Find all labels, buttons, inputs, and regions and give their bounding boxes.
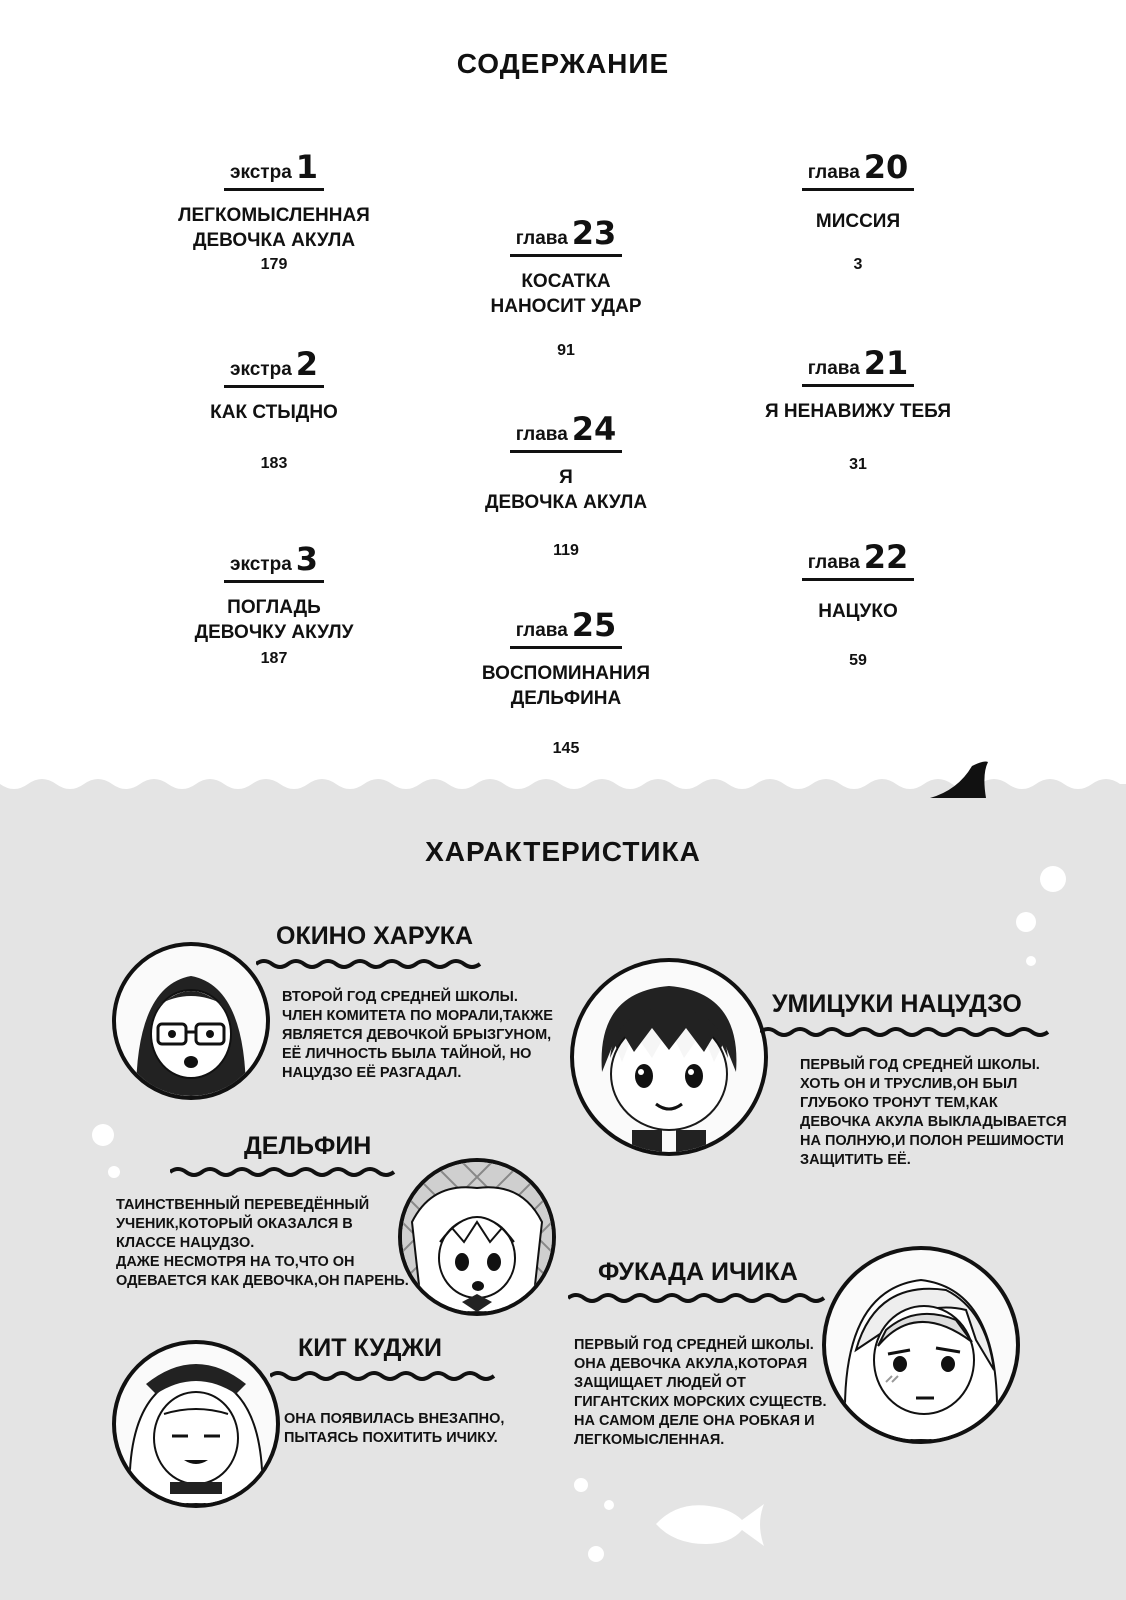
character-name: ФУКАДА ИЧИКА xyxy=(598,1258,798,1286)
entry-page: 187 xyxy=(260,650,288,667)
entry-kind: глава xyxy=(807,552,860,573)
entry-kind: глава xyxy=(807,358,860,379)
character-description: ПЕРВЫЙ ГОД СРЕДНЕЙ ШКОЛЫ. ХОТЬ ОН И ТРУСЛИВ,ОН БЫЛ ГЛУБОКО ТРОНУТ ТЕМ,КАК ДЕВОЧКА АКУЛА ВЫКЛАДЫВАЕТСЯ НА ПОЛНУЮ,И ПОЛОН РЕШИМОСТИ ЗАЩИТИТЬ ЕЁ. xyxy=(800,1057,1067,1168)
entry-page: 179 xyxy=(260,256,288,273)
entry-title: НАЦУКО xyxy=(818,601,898,622)
entry-kind: глава xyxy=(515,424,568,445)
wavy-underline xyxy=(256,958,486,970)
character-name: ДЕЛЬФИН xyxy=(244,1132,372,1160)
toc-entry-chapter-24[interactable] xyxy=(436,410,696,559)
entry-title: Я ДЕВОЧКА АКУЛА xyxy=(484,467,648,513)
entry-title: Я НЕНАВИЖУ ТЕБЯ xyxy=(764,401,951,422)
entry-number: 2 xyxy=(295,345,319,383)
entry-page: 119 xyxy=(553,542,579,559)
wavy-underline xyxy=(568,1292,826,1304)
bubble-icon xyxy=(92,1124,114,1146)
entry-kind: глава xyxy=(515,620,568,641)
entry-number: 21 xyxy=(863,344,909,382)
bubble-icon xyxy=(1026,956,1036,966)
entry-number: 3 xyxy=(295,540,319,578)
entry-page: 3 xyxy=(853,256,863,273)
toc-entry-chapter-25[interactable] xyxy=(436,606,696,757)
fish-icon xyxy=(650,1494,770,1554)
entry-number: 23 xyxy=(571,214,617,252)
entry-kind: экстра xyxy=(229,162,292,183)
entry-number: 22 xyxy=(863,538,909,576)
okino-haruka-portrait xyxy=(112,942,270,1100)
umitsuki-natsudzo-portrait xyxy=(570,958,768,1156)
entry-number: 1 xyxy=(295,148,319,186)
entry-kind: экстра xyxy=(229,554,292,575)
entry-title: КАК СТЫДНО xyxy=(210,402,338,423)
entry-number: 24 xyxy=(571,410,617,448)
entry-title: МИССИЯ xyxy=(815,211,901,232)
entry-title: ЛЕГКОМЫСЛЕННАЯ ДЕВОЧКА АКУЛА xyxy=(178,205,370,251)
contents-title: СОДЕРЖАНИЕ xyxy=(456,48,670,79)
toc-entry-chapter-23[interactable] xyxy=(436,214,696,359)
entry-page: 59 xyxy=(849,652,867,669)
entry-title: ВОСПОМИНАНИЯ ДЕЛЬФИНА xyxy=(481,663,651,709)
entry-title: КОСАТКА НАНОСИТ УДАР xyxy=(490,271,642,317)
character-description: ОНА ПОЯВИЛАСЬ ВНЕЗАПНО, ПЫТАЯСЬ ПОХИТИТЬ ИЧИКУ. xyxy=(284,1411,505,1446)
bubble-icon xyxy=(108,1166,120,1178)
fukada-ichika-portrait xyxy=(822,1246,1020,1444)
character-name: УМИЦУКИ НАЦУДЗО xyxy=(772,990,1022,1018)
character-name: КИТ КУДЖИ xyxy=(298,1334,442,1362)
bubble-icon xyxy=(574,1478,588,1492)
entry-kind: глава xyxy=(807,162,860,183)
toc-entry-extra-1[interactable] xyxy=(144,148,404,273)
toc-entry-extra-2[interactable] xyxy=(144,345,404,472)
bubble-icon xyxy=(1016,912,1036,932)
character-name: ОКИНО ХАРУКА xyxy=(276,922,474,950)
character-description: ПЕРВЫЙ ГОД СРЕДНЕЙ ШКОЛЫ. ОНА ДЕВОЧКА АКУЛА,КОТОРАЯ ЗАЩИЩАЕТ ЛЮДЕЙ ОТ ГИГАНТСКИХ МОРСКИХ СУЩЕСТВ. НА САМОМ ДЕЛЕ ОНА РОБКАЯ И ЛЕГКОМЫСЛЕННАЯ. xyxy=(574,1337,827,1448)
entry-kind: экстра xyxy=(229,359,292,380)
toc-entry-chapter-21[interactable] xyxy=(728,344,988,473)
wavy-underline xyxy=(760,1026,1050,1038)
entry-title: ПОГЛАДЬ ДЕВОЧКУ АКУЛУ xyxy=(194,597,354,643)
entry-page: 31 xyxy=(849,456,867,473)
delfin-portrait xyxy=(398,1158,556,1316)
character-description: ВТОРОЙ ГОД СРЕДНЕЙ ШКОЛЫ. ЧЛЕН КОМИТЕТА ПО МОРАЛИ,ТАКЖЕ ЯВЛЯЕТСЯ ДЕВОЧКОЙ БРЫЗГУНОМ, ЕЁ ЛИЧНОСТЬ БЫЛА ТАЙНОЙ, НО НАЦУДЗО ЕЁ РАЗГАДАЛ. xyxy=(282,989,553,1081)
entry-kind: глава xyxy=(515,228,568,249)
entry-number: 20 xyxy=(863,148,909,186)
wavy-underline xyxy=(270,1370,504,1382)
character-description: ТАИНСТВЕННЫЙ ПЕРЕВЕДЁННЫЙ УЧЕНИК,КОТОРЫЙ ОКАЗАЛСЯ В КЛАССЕ НАЦУДЗО. ДАЖЕ НЕСМОТРЯ НА ТО,ЧТО ОН ОДЕВАЕТСЯ КАК ДЕВОЧКА,ОН ПАРЕНЬ. xyxy=(116,1197,409,1289)
toc-entry-chapter-22[interactable] xyxy=(728,538,988,669)
entry-page: 91 xyxy=(557,342,575,359)
bubble-icon xyxy=(1040,866,1066,892)
wavy-underline xyxy=(170,1166,404,1178)
toc-entry-extra-3[interactable] xyxy=(144,540,404,667)
toc-entry-chapter-20[interactable] xyxy=(728,148,988,273)
characters-title: ХАРАКТЕРИСТИКА xyxy=(425,836,701,867)
entry-number: 25 xyxy=(571,606,617,644)
bubble-icon xyxy=(604,1500,614,1510)
bubble-icon xyxy=(588,1546,604,1562)
entry-page: 183 xyxy=(260,455,288,472)
entry-page: 145 xyxy=(552,740,580,757)
kit-kudzhi-portrait xyxy=(112,1340,280,1508)
shark-fin-icon xyxy=(928,760,994,802)
